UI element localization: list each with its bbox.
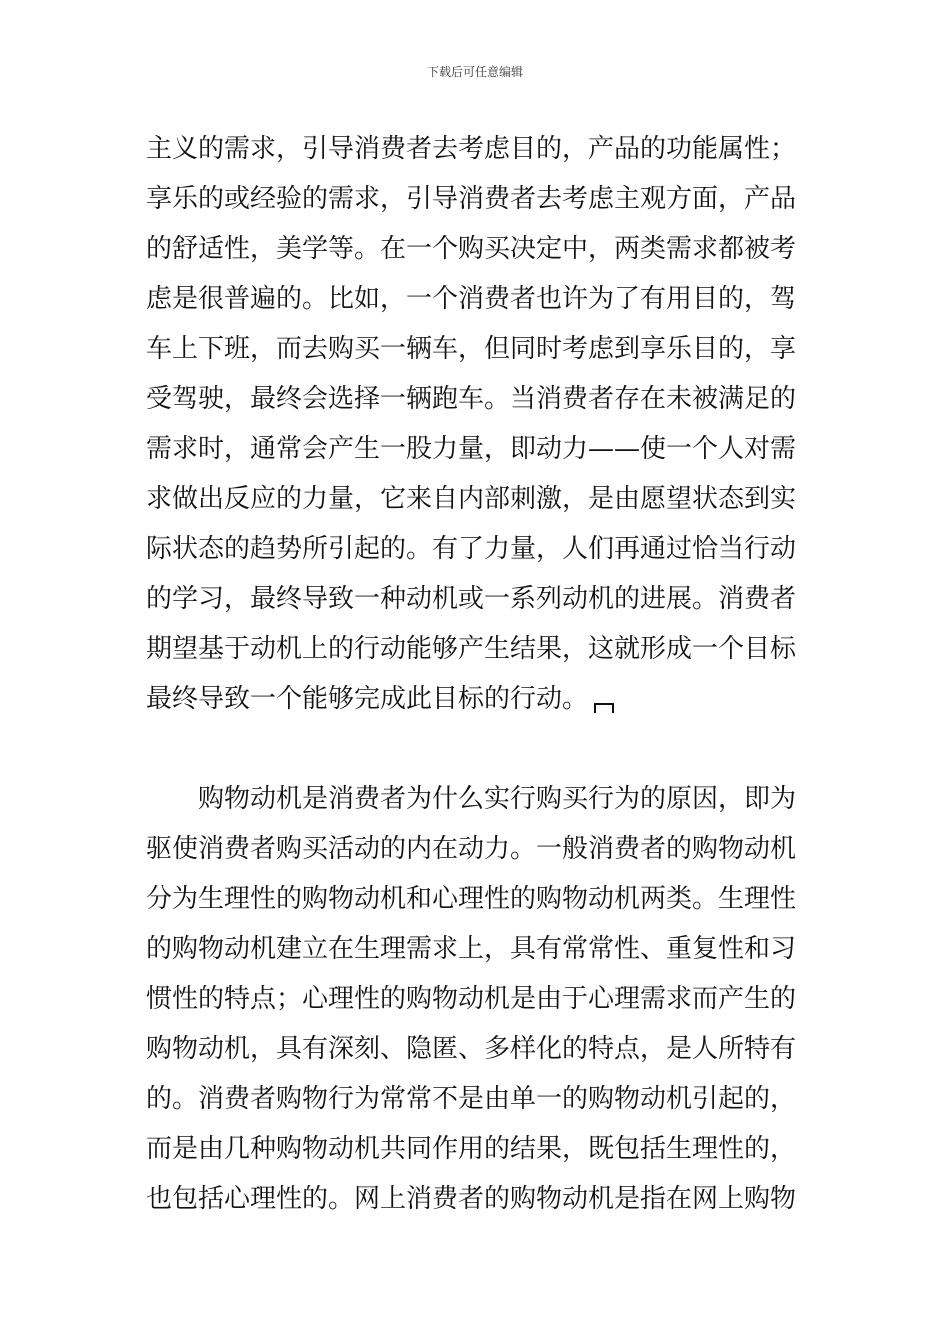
text-line: 需求时，通常会产生一股力量，即动力——使一个人对需 [146, 434, 797, 464]
text-line: 驱使消费者购买活动的内在动力。一般消费者的购物动机 [146, 834, 797, 864]
text-line: 惯性的特点；心理性的购物动机是由于心理需求而产生的 [146, 984, 797, 1014]
text-line: 主义的需求，引导消费者去考虑目的，产品的功能属性； [146, 134, 797, 164]
paragraph-2 [146, 774, 810, 1224]
text-line-last [146, 674, 810, 724]
text-line: 的学习，最终导致一种动机或一系列动机的进展。消费者 [146, 584, 797, 614]
text-line: 的。消费者购物行为常常不是由单一的购物动机引起的， [146, 1084, 797, 1114]
paragraph-1 [146, 124, 810, 724]
text-line-indented: 购物动机是消费者为什么实行购买行为的原因，即为 [198, 784, 797, 814]
text-line: 际状态的趋势所引起的。有了力量，人们再通过恰当行动 [146, 534, 797, 564]
text-line: 的购物动机建立在生理需求上，具有常常性、重复性和习 [146, 934, 797, 964]
text-line: 求做出反应的力量，它来自内部刺激，是由愿望状态到实 [146, 484, 797, 514]
footnote-mark-icon [594, 703, 614, 713]
text-line: 而是由几种购物动机共同作用的结果，既包括生理性的， [146, 1134, 797, 1164]
text-line: 车上下班，而去购买一辆车，但同时考虑到享乐目的，享 [146, 334, 797, 364]
text-line: 受驾驶，最终会选择一辆跑车。当消费者存在未被满足的 [146, 384, 797, 414]
text-line: 也包括心理性的。网上消费者的购物动机是指在网上购物 [146, 1184, 797, 1214]
text-line: 享乐的或经验的需求，引导消费者去考虑主观方面，产品 [146, 184, 797, 214]
text-line: 分为生理性的购物动机和心理性的购物动机两类。生理性 [146, 884, 797, 914]
text-line-content: 最终导致一个能够完成此目标的行动。 [146, 684, 589, 714]
page-header: 下载后可任意编辑 [426, 65, 523, 79]
text-line: 期望基于动机上的行动能够产生结果，这就形成一个目标 [146, 634, 797, 664]
text-line: 的舒适性，美学等。在一个购买决定中，两类需求都被考 [146, 234, 797, 264]
text-line: 购物动机，具有深刻、隐匿、多样化的特点，是人所特有 [146, 1034, 797, 1064]
text-line: 虑是很普遍的。比如，一个消费者也许为了有用目的，驾 [146, 284, 797, 314]
